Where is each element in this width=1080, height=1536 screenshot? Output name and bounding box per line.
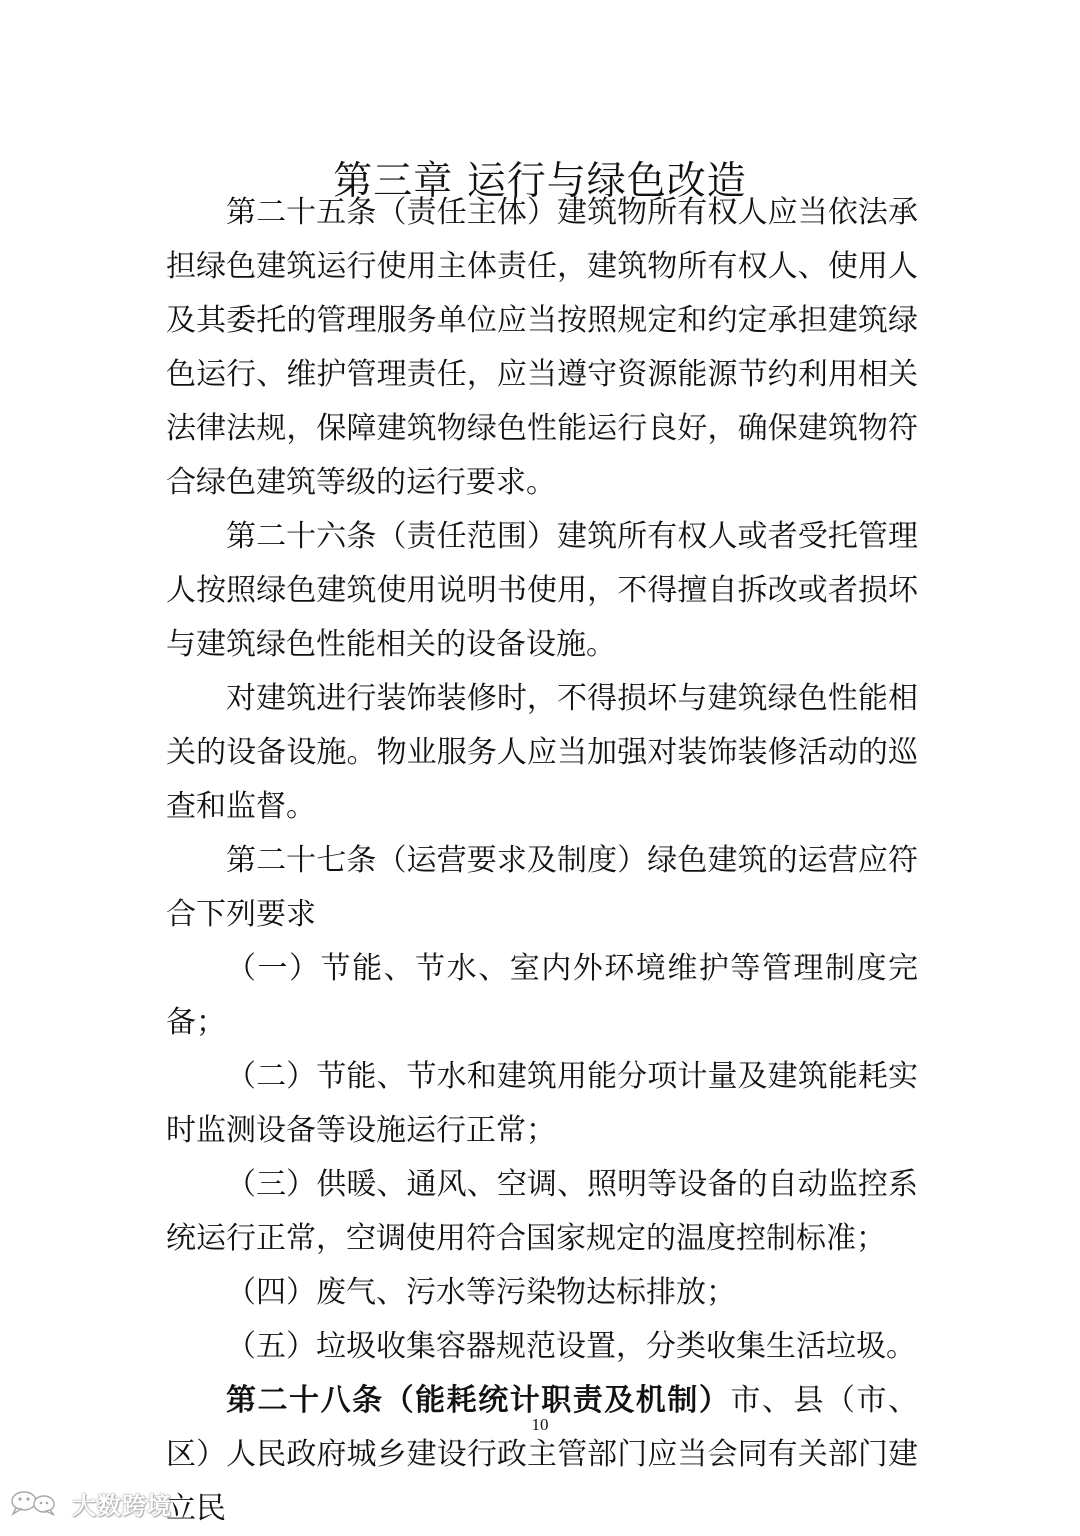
article-27 xyxy=(166,834,918,942)
article-28 xyxy=(166,1374,918,1536)
article-26-heading: 第二十六条（责任范围） xyxy=(226,519,557,554)
article-27-heading: 第二十七条（运营要求及制度） xyxy=(226,843,648,878)
article-27-text: 绿色建筑的运营应符合下列要求 xyxy=(166,843,919,932)
chapter-title: 第三章 运行与绿色改造 xyxy=(333,159,747,205)
requirement-item: （二）节能、节水和建筑用能分项计量及建筑能耗实时监测设备等设施运行正常； xyxy=(166,1059,918,1148)
watermark-text: 大数跨境 xyxy=(72,1491,172,1520)
page-number: 10 xyxy=(531,1415,549,1434)
article-25-heading: 第二十五条（责任主体） xyxy=(226,195,557,230)
document-body xyxy=(166,186,918,1536)
article-26-paragraph-2-text: 对建筑进行装饰装修时，不得损坏与建筑绿色性能相关的设备设施。物业服务人应当加强对装饰装修活动的巡查和监督。 xyxy=(166,681,918,824)
requirement-item: （一）节能、节水、室内外环境维护等管理制度完备； xyxy=(166,951,918,1040)
article-25-text: 建筑物所有权人应当依法承担绿色建筑运行使用主体责任，建筑物所有权人、使用人及其委托的管理服务单位应当按照规定和约定承担建筑绿色运行、维护管理责任，应当遵守资源能源节约利用相关法律法规，保障建筑物绿色性能运行良好，确保建筑物符合绿色建筑等级的运行要求。 xyxy=(166,195,918,500)
requirement-item: （四）废气、污水等污染物达标排放； xyxy=(226,1275,736,1310)
article-26-text: 建筑所有权人或者受托管理人按照绿色建筑使用说明书使用，不得擅自拆改或者损坏与建筑绿色性能相关的设备设施。 xyxy=(166,519,918,662)
article-28-heading: 第二十八条（能耗统计职责及机制） xyxy=(226,1383,731,1418)
watermark xyxy=(8,1486,172,1520)
article-28-text: 市、县（市、区）人民政府城乡建设行政主管部门应当会同有关部门建立民 xyxy=(166,1383,919,1526)
requirement-item: （三）供暖、通风、空调、照明等设备的自动监控系统运行正常，空调使用符合国家规定的温度控制标准； xyxy=(166,1167,918,1256)
article-25 xyxy=(166,186,918,510)
requirement-item: （五）垃圾收集容器规范设置，分类收集生活垃圾。 xyxy=(226,1329,916,1364)
article-26 xyxy=(166,510,918,672)
wechat-logo-icon xyxy=(8,1489,66,1517)
article-26-paragraph-2 xyxy=(166,672,918,834)
